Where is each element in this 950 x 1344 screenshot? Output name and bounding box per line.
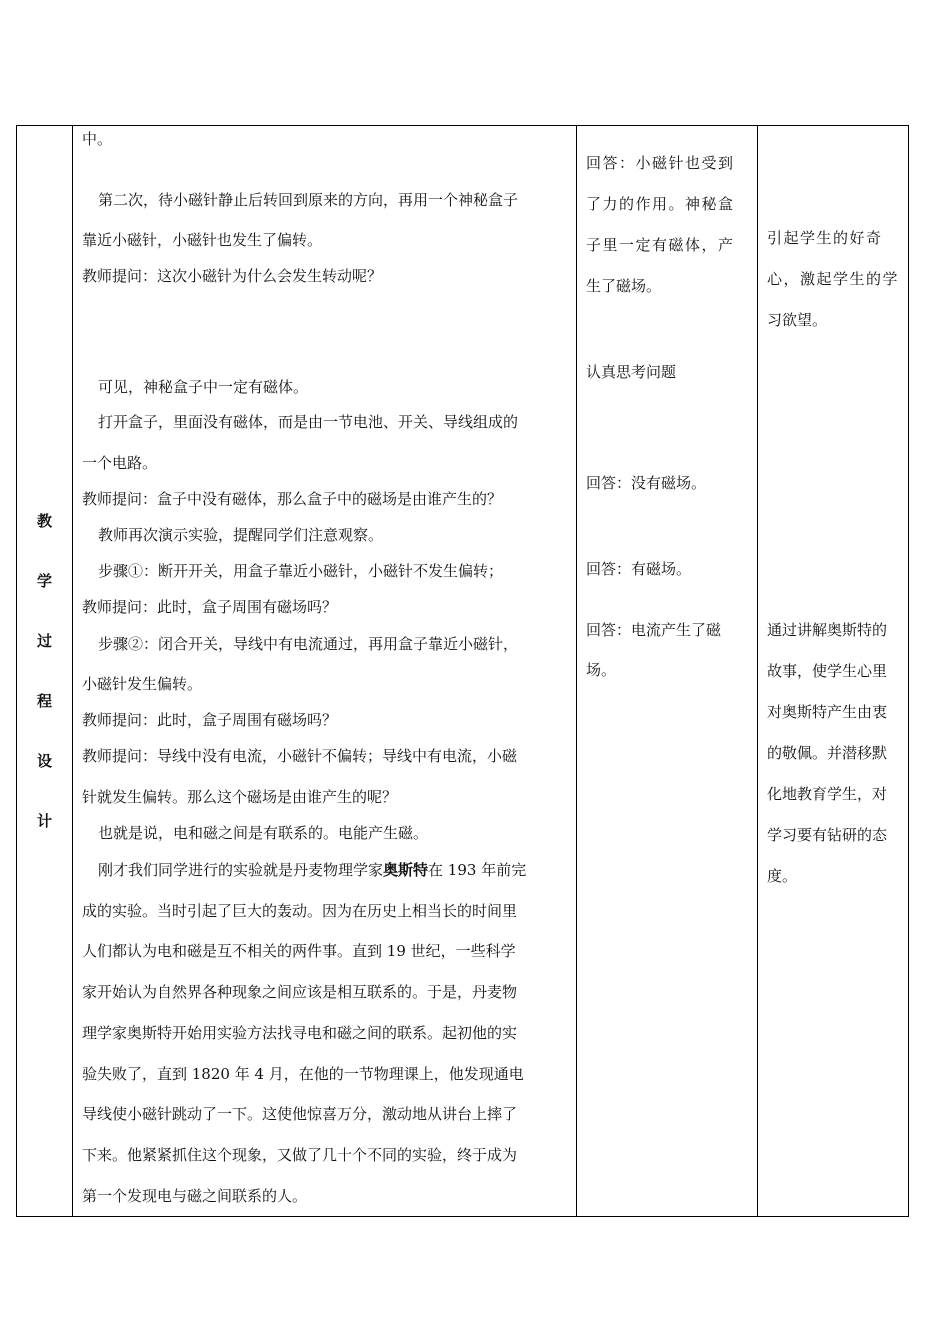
student-line: 子里一定有磁体，产 bbox=[586, 236, 735, 254]
content-line: 小磁针发生偏转。 bbox=[82, 675, 203, 693]
content-line: 教师再次演示实验，提醒同学们注意观察。 bbox=[98, 526, 384, 544]
design-intent-column bbox=[757, 126, 910, 1216]
section-label-char: 过 bbox=[36, 632, 52, 650]
intent-line: 度。 bbox=[767, 867, 798, 885]
content-line: 一个电路。 bbox=[82, 454, 158, 472]
intent-line: 的敬佩。并潜移默 bbox=[767, 744, 888, 762]
intent-line: 对奥斯特产生由衷 bbox=[767, 703, 888, 721]
content-line: 验失败了，直到 1820 年 4 月，在他的一节物理课上，他发现通电 bbox=[82, 1065, 524, 1083]
section-label-char: 设 bbox=[36, 752, 52, 770]
content-line: 教师提问：这次小磁针为什么会发生转动呢？ bbox=[82, 267, 383, 285]
content-text: 刚才我们同学进行的实验就是丹麦物理学家 bbox=[98, 861, 384, 879]
content-line: 教师提问：此时，盒子周围有磁场吗？ bbox=[82, 711, 338, 729]
content-line: 第一个发现电与磁之间联系的人。 bbox=[82, 1187, 308, 1205]
content-line: 教师提问：盒子中没有磁体，那么盒子中的磁场是由谁产生的？ bbox=[82, 490, 503, 508]
content-line: 理学家奥斯特开始用实验方法找寻电和磁之间的联系。起初他的实 bbox=[82, 1024, 518, 1042]
content-line: 中。 bbox=[82, 130, 113, 148]
section-label-char: 教 bbox=[36, 512, 52, 530]
content-line: 步骤①：断开开关，用盒子靠近小磁针，小磁针不发生偏转； bbox=[98, 562, 504, 580]
content-line: 可见，神秘盒子中一定有磁体。 bbox=[98, 378, 309, 396]
content-line: 人们都认为电和磁是互不相关的两件事。直到 19 世纪，一些科学 bbox=[82, 942, 516, 960]
content-line: 下来。他紧紧抓住这个现象，又做了几十个不同的实验，终于成为 bbox=[82, 1146, 518, 1164]
content-line: 成的实验。当时引起了巨大的轰动。因为在历史上相当长的时间里 bbox=[82, 902, 518, 920]
student-line: 认真思考问题 bbox=[586, 363, 677, 381]
intent-line: 故事，使学生心里 bbox=[767, 662, 888, 680]
content-line: 靠近小磁针，小磁针也发生了偏转。 bbox=[82, 231, 323, 249]
content-line: 教师提问：导线中没有电流，小磁针不偏转；导线中有电流，小磁 bbox=[82, 747, 518, 765]
intent-line: 化地教育学生，对 bbox=[767, 785, 888, 803]
student-line: 场。 bbox=[586, 661, 617, 679]
intent-line: 心，激起学生的学 bbox=[767, 270, 900, 288]
content-line bbox=[82, 860, 526, 880]
intent-line: 引起学生的好奇 bbox=[767, 229, 883, 247]
content-line: 也就是说，电和磁之间是有联系的。电能产生磁。 bbox=[98, 824, 429, 842]
content-line: 针就发生偏转。那么这个磁场是由谁产生的呢？ bbox=[82, 788, 398, 806]
student-line: 回答：小磁针也受到 bbox=[586, 154, 735, 172]
content-text: 在 193 年前完 bbox=[428, 861, 527, 879]
content-line: 第二次，待小磁针静止后转回到原来的方向，再用一个神秘盒子 bbox=[98, 191, 519, 209]
section-label-char: 学 bbox=[36, 572, 52, 590]
intent-line: 通过讲解奥斯特的 bbox=[767, 621, 888, 639]
content-line: 导线使小磁针跳动了一下。这使他惊喜万分，激动地从讲台上摔了 bbox=[82, 1105, 518, 1123]
student-line: 生了磁场。 bbox=[586, 277, 662, 295]
section-label bbox=[17, 126, 72, 1216]
student-line: 回答：电流产生了磁 bbox=[586, 621, 722, 639]
student-line: 回答：有磁场。 bbox=[586, 560, 692, 578]
content-line: 步骤②：闭合开关，导线中有电流通过，再用盒子靠近小磁针， bbox=[98, 635, 519, 653]
section-label-char: 计 bbox=[36, 812, 52, 830]
student-line: 了力的作用。神秘盒 bbox=[586, 195, 735, 213]
lesson-table bbox=[16, 125, 909, 1217]
student-line: 回答：没有磁场。 bbox=[586, 474, 707, 492]
oersted-name: 奥斯特 bbox=[383, 861, 429, 879]
intent-line: 习欲望。 bbox=[767, 311, 828, 329]
content-line: 教师提问：此时，盒子周围有磁场吗？ bbox=[82, 598, 338, 616]
section-label-char: 程 bbox=[36, 692, 52, 710]
student-activity-column bbox=[576, 126, 757, 1216]
intent-line: 学习要有钻研的态 bbox=[767, 826, 888, 844]
content-line: 家开始认为自然界各种现象之间应该是相互联系的。于是，丹麦物 bbox=[82, 983, 518, 1001]
content-line: 打开盒子，里面没有磁体，而是由一节电池、开关、导线组成的 bbox=[98, 413, 519, 431]
teaching-content-column bbox=[72, 126, 576, 1216]
